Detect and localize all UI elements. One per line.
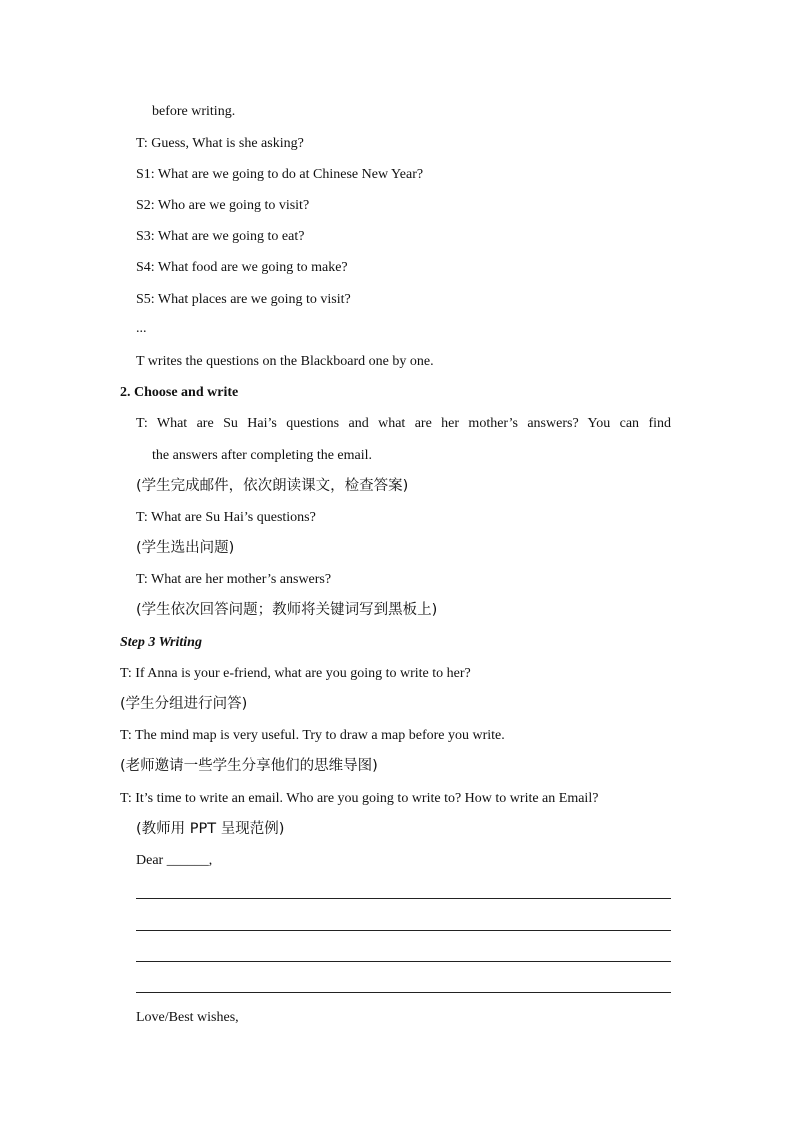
- text-line: T: Guess, What is she asking?: [136, 136, 304, 151]
- text-line: T: The mind map is very useful. Try to draw a map before you write.: [120, 728, 505, 743]
- text-line: S3: What are we going to eat?: [136, 229, 305, 244]
- chinese-note: (老师邀请一些学生分享他们的思维导图): [120, 758, 378, 774]
- text-line: S5: What places are we going to visit?: [136, 292, 351, 307]
- section-heading: 2. Choose and write: [120, 385, 239, 400]
- chinese-note: (教师用 PPT 呈现范例): [136, 821, 285, 837]
- writing-line: [136, 992, 671, 993]
- chinese-note: (学生完成邮件，依次朗读课文，检查答案): [136, 478, 409, 494]
- chinese-note: (学生分组进行问答): [120, 696, 248, 712]
- closing-line: Love/Best wishes,: [136, 1010, 239, 1025]
- text-line: T: What are Su Hai’s questions and what are her mother’s answers? You can find: [136, 416, 671, 431]
- text-line: the answers after completing the email.: [152, 448, 373, 463]
- chinese-note: (学生选出问题): [136, 540, 235, 556]
- writing-line: [136, 930, 671, 931]
- text-line: T writes the questions on the Blackboard one by one.: [136, 354, 434, 369]
- salutation-line: Dear ______,: [136, 853, 213, 868]
- writing-line: [136, 898, 671, 899]
- text-line: T: What are her mother’s answers?: [136, 572, 332, 587]
- text-line: before writing.: [152, 104, 236, 119]
- text-line: T: It’s time to write an email. Who are you going to write to? How to write an Email?: [120, 791, 599, 806]
- step-heading: Step 3 Writing: [120, 635, 202, 650]
- text-line: T: If Anna is your e-friend, what are you going to write to her?: [120, 666, 471, 681]
- text-line: T: What are Su Hai’s questions?: [136, 510, 316, 525]
- text-line: S2: Who are we going to visit?: [136, 198, 310, 213]
- text-line: S1: What are we going to do at Chinese New Year?: [136, 167, 424, 182]
- text-line: S4: What food are we going to make?: [136, 260, 348, 275]
- chinese-note: (学生依次回答问题；教师将关键词写到黑板上): [136, 602, 438, 618]
- writing-line: [136, 961, 671, 962]
- ellipsis-line: ...: [136, 321, 147, 336]
